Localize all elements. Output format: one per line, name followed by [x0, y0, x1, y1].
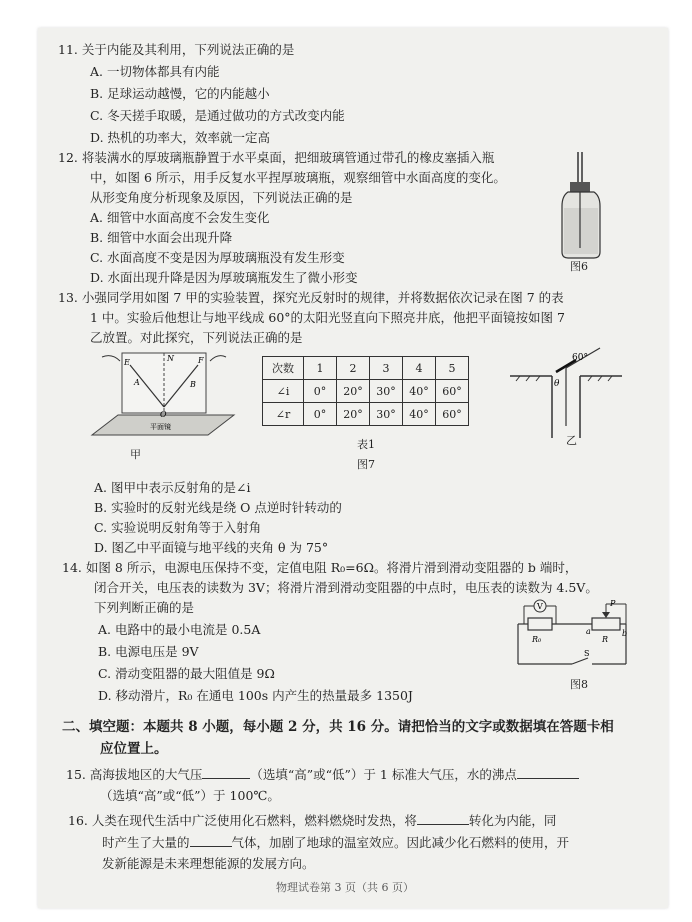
- q15-line2: （选填“高”或“低”）于 100℃。: [100, 788, 280, 803]
- figure-6-bottle: [548, 150, 618, 268]
- table-cell: 40°: [403, 380, 436, 403]
- table-cell: 4: [403, 357, 436, 380]
- q15-line1: [66, 766, 579, 783]
- table-cell: 20°: [337, 380, 370, 403]
- q16-text-a: 16. 人类在现代生活中广泛使用化石燃料，燃料燃烧时发热，将: [68, 813, 417, 828]
- q14-option-d: D. 移动滑片，R₀ 在通电 100s 内产生的热量最多 1350J: [98, 688, 413, 703]
- q16-blank-2[interactable]: [190, 834, 232, 847]
- r-label: R: [602, 635, 609, 644]
- q12-option-b: B. 细管中水面会出现升降: [90, 230, 233, 245]
- table-cell: 5: [436, 357, 469, 380]
- figure-8-circuit: [512, 596, 632, 676]
- mirror-label: 平面镜: [150, 423, 171, 431]
- q15-blank-2[interactable]: [517, 766, 579, 779]
- q12-option-c: C. 水面高度不变是因为厚玻璃瓶没有发生形变: [90, 250, 345, 265]
- q13-option-b: B. 实验时的反射光线是绕 O 点逆时针转动的: [94, 500, 342, 515]
- q13-stem-line1: 13. 小强同学用如图 7 甲的实验装置，探究光反射时的规律，并将数据依次记录在图 7 的表: [58, 290, 564, 305]
- q16-blank-1[interactable]: [417, 812, 469, 825]
- page-footer: 物理试卷第 3 页（共 6 页）: [276, 881, 414, 894]
- section-2-title-line1: 二、填空题：本题共 8 小题，每小题 2 分，共 16 分。请把恰当的文字或数据填在答题卡相: [62, 719, 614, 735]
- q14-stem-line1: 14. 如图 8 所示，电源电压保持不变，定值电阻 R₀=6Ω。将滑片滑到滑动变阻器的 b 端时，: [62, 560, 578, 575]
- table-cell: 20°: [337, 403, 370, 426]
- figure-7-yi-well: [510, 346, 630, 446]
- table-cell: 0°: [304, 380, 337, 403]
- section-2-title-line2: 应位置上。: [100, 741, 168, 757]
- q11-stem: 11. 关于内能及其利用，下列说法正确的是: [58, 42, 295, 57]
- table-cell: 60°: [436, 380, 469, 403]
- q13-stem-line2: 1 中。实验后他想让与地平线成 60°的太阳光竖直向下照亮井底，他把平面镜按如图 7: [90, 310, 565, 325]
- table-row: [263, 403, 469, 426]
- label-f: F: [198, 356, 204, 365]
- q12-stem-line1: 12. 将装满水的厚玻璃瓶静置于水平桌面，把细玻璃管通过带孔的橡皮塞插入瓶: [58, 150, 495, 165]
- q13-option-c: C. 实验说明反射角等于入射角: [94, 520, 262, 535]
- q16-text-d: 气体，加剧了地球的温室效应。因此减少化石燃料的使用，开: [231, 835, 570, 850]
- figure-7-label: 图7: [357, 458, 375, 471]
- label-o: O: [160, 410, 167, 419]
- q11-option-c: C. 冬天搓手取暖，是通过做功的方式改变内能: [90, 108, 345, 123]
- q11-option-a: A. 一切物体都具有内能: [90, 64, 220, 79]
- q16-line3: 发新能源是未来理想能源的发展方向。: [102, 856, 315, 871]
- table-row: [263, 357, 469, 380]
- table-cell: 40°: [403, 403, 436, 426]
- q11-option-b: B. 足球运动越慢，它的内能越小: [90, 86, 270, 101]
- theta-label: θ: [554, 379, 560, 389]
- q12-stem-line2: 中，如图 6 所示，用手反复水平捏厚玻璃瓶，观察细管中水面高度的变化。: [90, 170, 506, 185]
- q12-option-a: A. 细管中水面高度不会发生变化: [90, 210, 270, 225]
- q16-text-c: 时产生了大量的: [102, 835, 190, 850]
- q15-text-b: （选填“高”或“低”）于 1 标准大气压，水的沸点: [250, 767, 517, 782]
- q16-line1: [68, 812, 556, 829]
- figure-8-label: 图8: [570, 678, 588, 691]
- label-a: A: [134, 378, 140, 387]
- table-1-caption: 表1: [357, 438, 375, 451]
- q14-stem-line3: 下列判断正确的是: [94, 600, 195, 615]
- label-e: E: [124, 358, 130, 367]
- table-cell: 1: [304, 357, 337, 380]
- figure-7-jia-apparatus: [88, 345, 238, 445]
- q16-text-b: 转化为内能，同: [468, 813, 557, 828]
- q15-blank-1[interactable]: [202, 766, 250, 779]
- q14-option-a: A. 电路中的最小电流是 0.5A: [98, 622, 261, 637]
- r0-label: R₀: [532, 635, 542, 644]
- q11-option-d: D. 热机的功率大，效率就一定高: [90, 130, 271, 145]
- label-n: N: [167, 354, 174, 363]
- b-label: b: [622, 629, 628, 638]
- q13-stem-line3: 乙放置。对此探究，下列说法正确的是: [90, 330, 303, 345]
- table-row: [263, 380, 469, 403]
- voltmeter-label: V: [537, 602, 543, 611]
- q15-text-a: 15. 高海拔地区的大气压: [66, 767, 203, 782]
- angle-60-label: 60°: [572, 353, 588, 363]
- table-cell: 0°: [304, 403, 337, 426]
- table-cell: ∠i: [263, 380, 304, 403]
- p-label: P: [610, 599, 616, 608]
- table-cell: 次数: [263, 357, 304, 380]
- q16-line2: [102, 834, 569, 851]
- switch-label: S: [584, 649, 590, 658]
- figure-7-yi-label: 乙: [566, 434, 577, 447]
- a-label: a: [586, 627, 591, 636]
- figure-7-jia-label: 甲: [130, 448, 141, 461]
- q14-option-b: B. 电源电压是 9V: [98, 644, 199, 659]
- table-cell: 3: [370, 357, 403, 380]
- q12-option-d: D. 水面出现升降是因为厚玻璃瓶发生了微小形变: [90, 270, 358, 285]
- table-cell: 30°: [370, 403, 403, 426]
- figure-6-label: 图6: [570, 260, 588, 273]
- q12-stem-line3: 从形变角度分析现象及原因，下列说法正确的是: [90, 190, 353, 205]
- q14-option-c: C. 滑动变阻器的最大阻值是 9Ω: [98, 666, 275, 681]
- label-b: B: [190, 380, 196, 389]
- q13-option-d: D. 图乙中平面镜与地平线的夹角 θ 为 75°: [94, 540, 329, 555]
- table-cell: 2: [337, 357, 370, 380]
- table-1: [262, 356, 469, 426]
- q14-stem-line2: 闭合开关，电压表的读数为 3V；将滑片滑到滑动变阻器的中点时，电压表的读数为 4.5V。: [94, 580, 598, 595]
- table-cell: 30°: [370, 380, 403, 403]
- table-cell: ∠r: [263, 403, 304, 426]
- table-cell: 60°: [436, 403, 469, 426]
- q13-option-a: A. 图甲中表示反射角的是∠i: [94, 480, 251, 495]
